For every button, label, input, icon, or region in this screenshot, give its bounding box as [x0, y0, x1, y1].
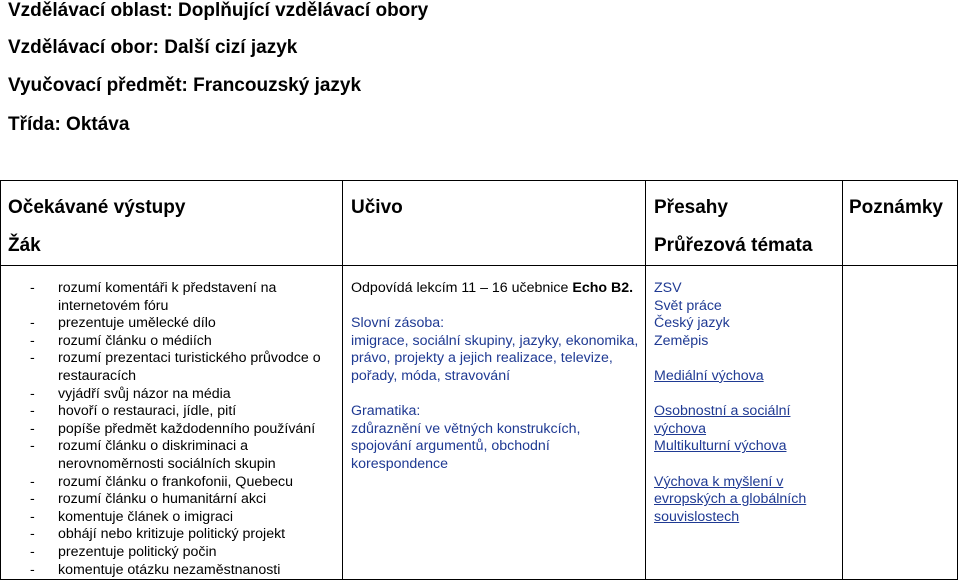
- presah-zemepis: Zeměpis: [654, 332, 709, 349]
- col-subheader-temata: Průřezová témata: [654, 235, 813, 256]
- vystup-item: - rozumí článku o frankofonii, Quebecu: [30, 474, 340, 492]
- vystup-item: - komentuje článek o imigraci: [30, 509, 340, 527]
- curriculum-table: [0, 180, 958, 580]
- col-header-presahy: Přesahy: [654, 197, 728, 218]
- predmet-heading: Vyučovací předmět: Francouzský jazyk: [8, 75, 362, 96]
- tema-evropska-vychova: Výchova k myšlení v evropských a globálních souvislostech: [654, 473, 807, 525]
- trida-heading: Třída: Oktáva: [8, 114, 130, 135]
- gramatika-text: zdůraznění ve větných konstrukcích, spojování argumentů, obchodní korespondence: [351, 420, 581, 472]
- tema-multikulturni-vychova: Multikulturní výchova: [654, 438, 787, 455]
- col-border-2: [645, 180, 646, 580]
- col-border-1: [342, 180, 343, 580]
- col-border-right: [957, 180, 958, 580]
- tema-medialni-vychova: Mediální výchova: [654, 367, 764, 384]
- vystup-item: - prezentuje politický počin: [30, 544, 340, 562]
- table-bottom-border: [0, 579, 958, 580]
- vystup-item: - rozumí článku o médiích: [30, 333, 340, 351]
- col-header-ucivo: Učivo: [351, 197, 403, 218]
- tema-osobnostni-vychova: Osobnostní a sociální výchova: [654, 403, 791, 437]
- vystup-item: - rozumí článku o humanitární akci: [30, 491, 340, 509]
- gramatika-label: Gramatika:: [351, 403, 421, 420]
- vystup-item: - vyjádří svůj názor na média: [30, 386, 340, 404]
- vystup-item: - obhájí nebo kritizuje politický projekt: [30, 526, 340, 544]
- col-header-vystupy: Očekávané výstupy: [8, 197, 186, 218]
- vystup-item: - popíše předmět každodenního používání: [30, 421, 340, 439]
- col-border-left: [0, 180, 1, 580]
- slovni-zasoba-label: Slovní zásoba:: [351, 315, 445, 332]
- vystupy-list: [30, 280, 340, 579]
- col-header-poznamky: Poznámky: [849, 197, 943, 218]
- vystup-item: - prezentuje umělecké dílo: [30, 315, 340, 333]
- presah-svet-prace: Svět práce: [654, 297, 722, 314]
- col-border-3: [842, 180, 843, 580]
- vystup-item: - hovoří o restauraci, jídle, pití: [30, 403, 340, 421]
- col-subheader-zak: Žák: [8, 235, 41, 256]
- presah-zsv: ZSV: [654, 280, 682, 296]
- textbook-name: Echo B2.: [572, 280, 634, 296]
- oblast-heading: Vzdělávací oblast: Doplňující vzdělávací obory: [8, 0, 429, 21]
- ucivo-cell: [351, 280, 641, 474]
- slovni-zasoba-text: imigrace, sociální skupiny, jazyky, ekonomika, právo, projekty a jejich realizace, televize, pořady, móda, stravování: [351, 332, 639, 384]
- vystupy-cell: [30, 280, 340, 579]
- ucivo-intro: Odpovídá lekcím 11 – 16 učebnice Echo B2.: [351, 280, 634, 296]
- vystup-item: - rozumí článku o diskriminaci a nerovnoměrnosti sociálních skupin: [30, 438, 340, 473]
- vystup-item: - komentuje otázku nezaměstnanosti: [30, 562, 340, 580]
- header-row-border: [0, 265, 958, 266]
- vystup-item: - rozumí prezentaci turistického průvodce o restauracích: [30, 350, 340, 385]
- obor-heading: Vzdělávací obor: Další cizí jazyk: [8, 37, 298, 58]
- presah-cesky-jazyk: Český jazyk: [654, 315, 730, 332]
- vystup-item: - rozumí komentáři k představení na internetovém fóru: [30, 280, 340, 315]
- table-top-border: [0, 180, 958, 181]
- presahy-cell: [654, 280, 839, 526]
